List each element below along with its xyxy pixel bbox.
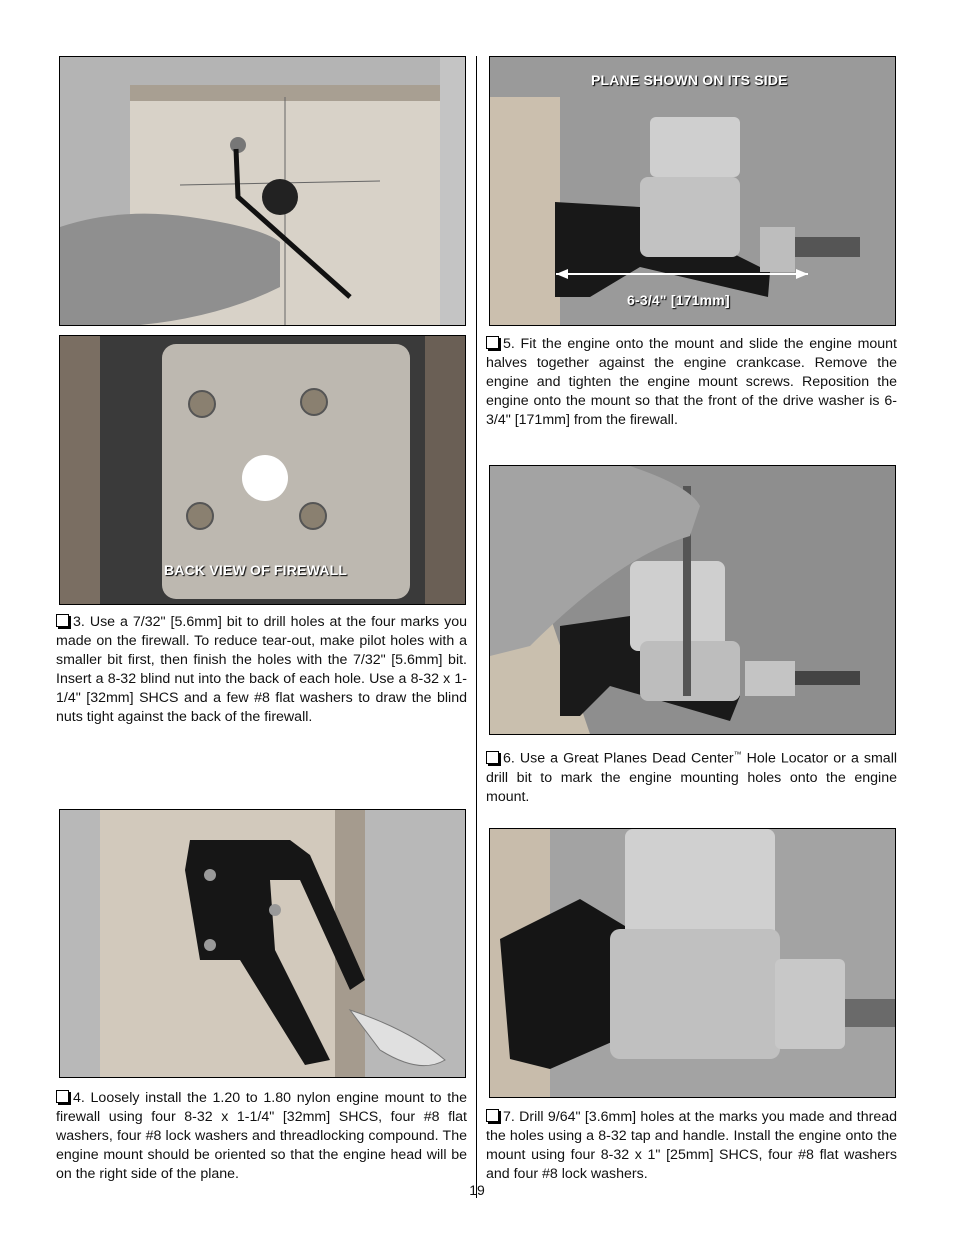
- checkbox-step-5[interactable]: [486, 336, 499, 349]
- step-4-text: 4. Loosely install the 1.20 to 1.80 nylon engine mount to the firewall using four 8-32 x 1-1/4" [32mm] SHCS, four #8 flat washers, four #8 lock washers and threadlocking compound. The engine mount should be oriented so that the engine head will be on the right side of the plane.: [56, 1090, 467, 1182]
- page-number: 19: [469, 1182, 485, 1198]
- photo-hex-wrench-firewall: [59, 56, 466, 326]
- photo-engine-installed: [489, 828, 896, 1098]
- plane-on-side-label: PLANE SHOWN ON ITS SIDE: [591, 72, 788, 88]
- dimension-label: 6-3/4" [171mm]: [627, 292, 730, 308]
- firewall-back-label: BACK VIEW OF FIREWALL: [164, 562, 348, 578]
- photo-plane-on-side: [489, 56, 896, 326]
- checkbox-step-7[interactable]: [486, 1109, 499, 1122]
- step-3-text: 3. Use a 7/32" [5.6mm] bit to drill holes at the four marks you made on the firewall. To reduce tear-out, make pilot holes with a smaller bit first, then finish the holes with the 7/32" [5.6mm] bit. Insert a 8-32 blind nut into the back of each hole. Use a 8-32 x 1-1/4" [32mm] SHCS and a few #8 flat washers to draw the blind nuts tight against the back of the firewall.: [56, 614, 467, 725]
- photo-marking-holes: [489, 465, 896, 735]
- step-7-text: 7. Drill 9/64" [3.6mm] holes at the marks you made and thread the holes using a 8-32 tap and handle. Install the engine onto the mount using four 8-32 x 1" [25mm] SHCS, four #8 flat washers and four #8 lock washers.: [486, 1109, 897, 1182]
- photo-engine-mount-installed: [59, 809, 466, 1078]
- photo-back-view-firewall: [59, 335, 466, 605]
- step-5-text: 5. Fit the engine onto the mount and slide the engine mount halves together against the engine crankcase. Remove the engine and tighten the engine mount screws. Reposition the engine onto the mount so that the front of the drive washer is 6-3/4" [171mm] from the firewall.: [486, 336, 897, 428]
- checkbox-step-4[interactable]: [56, 1090, 69, 1103]
- checkbox-step-3[interactable]: [56, 614, 69, 627]
- step-6-text: 6. Use a Great Planes Dead Center™ Hole Locator or a small drill bit to mark the engine mounting holes onto the engine mount.: [486, 750, 897, 805]
- column-divider: [476, 56, 477, 1198]
- checkbox-step-6[interactable]: [486, 751, 499, 764]
